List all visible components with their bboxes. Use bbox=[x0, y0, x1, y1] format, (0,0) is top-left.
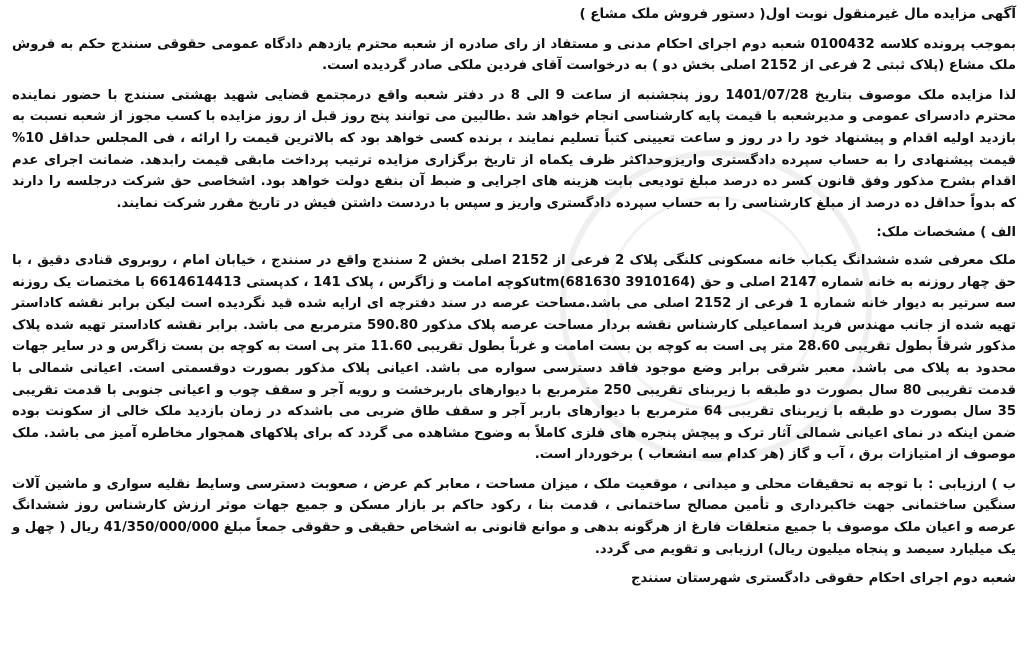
auction-notice bbox=[12, 4, 1016, 590]
notice-paragraph-case: بموجب پرونده کلاسه 0100432 شعبه دوم اجرای احکام مدنی و مستفاد از رای صادره از شعبه محترم یازدهم دادگاه عمومی حقوقی سنندج حکم به فروش ملک مشاع (پلاک ثبتی 2 فرعی از 2152 اصلی بخش دو ) به درخواست آقای فردین ملکی صادر گردیده است. bbox=[12, 36, 1016, 74]
notice-signature: شعبه دوم اجرای احکام حقوقی دادگستری شهرستان سنندج bbox=[630, 571, 1016, 587]
section-a-property-details: ملک معرفی شده ششدانگ یکباب خانه مسکونی کلنگی پلاک 2 فرعی از 2152 اصلی بخش 2 سنندج واقع در سنندج ، خیابان امام ، روبروی قنادی دقیق ، با حق چهار روزنه به خانه شماره 2147 اصلی و حق utm(681630 3910164)کوچه امامت و زاگرس ، پلاک 141 ، کدپستی 6614614413 با مختصات یک روزنه سه سرتیر به دیوار خانه شماره 1 فرعی از 2152 اصلی می باشد.مساحت عرصه در سند دفترچه ای ارایه شده قید نگردیده است لیکن برابر نقشه کاداستر تهیه شده از جانب مهندس فرید اسماعیلی کارشناس نقشه بردار مساحت عرصه پلاک مذکور 590.80 مترمربع می باشد. برابر نقشه کاداستر تهیه شده پلاک مذکور شرقاً بطول تقریبی 28.60 متر پی است به کوچه بن بست امامت و غرباً بطول تقریبی 11.60 متر پی است به کوچه بن بست زاگرس و در سایر جهات محدود به پلاک می باشد. معبر شرقی برابر وضع موجود فاقد دسترسی سواره می باشد. اعیانی پلاک مذکور بصورت دوقسمتی است. اعیانی شمالی با قدمت تقریبی 80 سال بصورت دو طبقه با زیربنای تقریبی 250 مترمربع با دیوارهای باربرخشت و رویه آجر و سقف چوب و اعیانی جنوبی با قدمت تقریبی 35 سال بصورت دو طبقه با زیربنای تقریبی 64 مترمربع با دیوارهای باربر آجر و سقف طاق ضربی می باشدکه در زمان بازدید ملک خالی از سکونت بوده ضمن اینکه در نمای اعیانی شمالی آثار ترک و پیچش پنجره های فلزی کاملاً به وضوح مشاهده می گردد که برای پلاکهای همجوار مخاطره آمیز می باشد. ملک موصوف از امتیازات برق ، آب و گاز (هر کدام سه انشعاب ) برخوردار است. bbox=[12, 252, 1016, 463]
notice-title: آگهی مزایده مال غیرمنقول نوبت اول( دستور فروش ملک مشاع ) bbox=[579, 6, 1016, 22]
section-b-valuation: ب ) ارزیابی : با توجه به تحقیقات محلی و میدانی ، موقعیت ملک ، میزان مساحت ، معابر کم عرض ، صعوبت دسترسی وسایط نقلیه سواری و ماشین آلات سنگین ساختمانی جهت خاکبرداری و تأمین مصالح ساختمانی ، قدمت بنا ، رکود حاکم بر بازار مسکن و جمیع جهات موثر ارزش کارشناس روز ششدانگ عرصه و اعیان ملک موصوف با جمیع متعلقات فارغ از هرگونه بدهی و موانع قانونی به اشخاص حقیقی و حقوقی جمعاً مبلغ 41/350/000/000 ریال ( چهل و یک میلیارد سیصد و پنجاه میلیون ریال) ارزیابی و تقویم می گردد. bbox=[12, 476, 1016, 557]
notice-paragraph-auction-terms: لذا مزایده ملک موصوف بتاریخ 1401/07/28 روز پنجشنبه از ساعت 9 الی 8 در دفتر شعبه واقع درمجتمع قضایی شهید بهشتی سنندج با حضور نماینده محترم دادسرای عمومی و مدیرشعبه با قیمت پایه کارشناسی انجام خواهد شد .طالبین می توانند پنج روز قبل از روز مزایده با کسب مجوز از شعبه نسبت به بازدید اولیه اقدام و پیشنهاد خود را در روز و ساعت تعیینی کتباً تسلیم نمایند ، برنده کسی خواهد بود که بالاترین قیمت را ارائه ، فی المجلس حداقل 10% قیمت پیشنهادی را به حساب سپرده دادگستری واریزوحداکثر ظرف یکماه از تاریخ برگزاری مزایده ترتیب پرداخت مابقی قیمت رابدهد. ضمانت اجرای عدم اقدام بشرح مذکور وفق قانون کسر ده درصد مبلغ تودیعی بابت هزینه های اجرایی و ضبط آن بنفع دولت خواهد بود. اشخاصی حق شرکت درجلسه را دارند که بدواً حداقل ده درصد از مبلغ کارشناسی را به حساب سپرده دادگستری واریز و سپس با دردست داشتن فیش در تاریخ مقرر شرکت نمایند. bbox=[12, 87, 1017, 211]
section-a-heading: الف ) مشخصات ملک: bbox=[876, 225, 1016, 241]
